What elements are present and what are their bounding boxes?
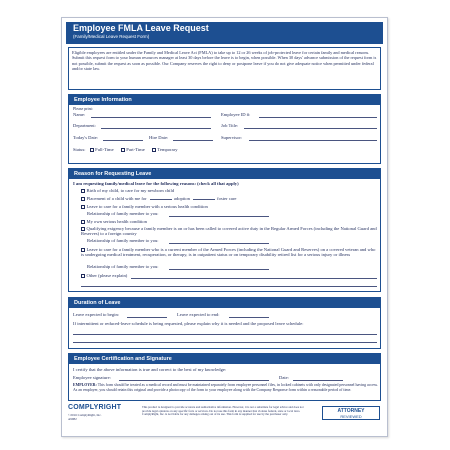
- placement-checkbox[interactable]: [81, 197, 85, 201]
- section-heading: Reason for Requesting Leave: [69, 169, 380, 179]
- job-title-label: Job Title:: [221, 123, 239, 128]
- leave-begin-label: Leave expected to begin:: [73, 312, 120, 317]
- hire-date-field[interactable]: [173, 140, 213, 141]
- certify-text: I certify that the above information is true and correct to the best of my knowledge:: [73, 367, 227, 372]
- relationship-field[interactable]: [169, 243, 269, 244]
- relationship-field[interactable]: [169, 216, 269, 217]
- intermittent-field-1[interactable]: [73, 334, 377, 335]
- job-title-field[interactable]: [244, 128, 377, 129]
- relationship-label: Relationship of family member to you:: [87, 264, 159, 269]
- leave-begin-field[interactable]: [127, 317, 167, 318]
- intro-paragraph: Eligible employees are entitled under the Family and Medical Leave Act (FMLA) to take up to 12 or 26 weeks of job-protected leave for certain family and medical reasons. Submit this request form to your human resources manager at least 30 days before the leave is to begin, when possible. When 30 days' advance submission of the request form is not possible, submit the request as soon as possible. Our Company reserves the right to deny or postpone leave if you do not give adequate notice when permitted under federal and/or state law.: [68, 47, 381, 90]
- reason-item-placement: Placement of a child with me for adoption foster care: [81, 196, 236, 201]
- signature-field[interactable]: [119, 380, 269, 381]
- fmla-form-page: [61, 17, 388, 437]
- employee-information-section: [68, 94, 381, 164]
- relationship-field[interactable]: [169, 269, 269, 270]
- form-title-bar: [66, 22, 383, 44]
- employee-id-field[interactable]: [259, 117, 377, 118]
- exigency-checkbox[interactable]: [81, 227, 85, 231]
- full-time-checkbox[interactable]: [90, 148, 94, 152]
- reason-section: [68, 168, 381, 292]
- section-heading: Duration of Leave: [69, 298, 380, 308]
- section-heading: Employee Information: [69, 95, 380, 105]
- name-label: Name:: [73, 112, 86, 117]
- relationship-label: Relationship of family member to you:: [87, 211, 159, 216]
- own-condition-checkbox[interactable]: [81, 220, 85, 224]
- reason-item-exigency: Qualifying exigency because a family member is on or has been called to covered active duty in the Regular Armed Forces (including the National Guard and Reserves) to a foreign country: [81, 226, 377, 236]
- department-label: Department:: [73, 123, 96, 128]
- intermittent-label: If intermittent or reduced-leave schedule is being requested, please explain why it is needed and the proposed leave schedule:: [73, 321, 304, 326]
- reason-item-care: Leave to care for a family member with a serious health condition: [81, 204, 208, 209]
- supervisor-field[interactable]: [249, 140, 377, 141]
- reason-item-military-care: Leave to care for a family member who is a current member of the Armed Forces (including the National Guard and Reserves) on a covered veteran and who is undergoing medical treatment, recuperation, or therapy, is in outpatient status or on temporary disability retired list for a serious injury or illness: [81, 247, 376, 257]
- employee-id-label: Employee ID #:: [221, 112, 251, 117]
- cert-date-label: Date:: [279, 375, 289, 380]
- name-field[interactable]: [91, 117, 211, 118]
- foster-blank[interactable]: [193, 199, 215, 200]
- signature-label: Employee signature:: [73, 375, 111, 380]
- form-subtitle: (Family/Medical Leave Request Form): [73, 34, 150, 39]
- care-checkbox[interactable]: [81, 205, 85, 209]
- adoption-blank[interactable]: [150, 199, 172, 200]
- reason-item-birth: Birth of my child, to care for my newborn child: [81, 188, 174, 193]
- temporary-label: Temporary: [157, 147, 178, 152]
- section-heading: Employee Certification and Signature: [69, 354, 380, 364]
- todays-date-field[interactable]: [103, 140, 143, 141]
- attorney-reviewed-badge: ATTORNEY REVIEWED: [322, 406, 380, 420]
- temporary-checkbox[interactable]: [152, 148, 156, 152]
- part-time-checkbox[interactable]: [121, 148, 125, 152]
- please-print-label: Please print:: [73, 106, 93, 111]
- form-title: Employee FMLA Leave Request: [73, 23, 209, 33]
- status-label: Status:: [73, 147, 86, 152]
- status-row: [73, 147, 178, 152]
- other-checkbox[interactable]: [81, 274, 85, 278]
- duration-section: [68, 297, 381, 349]
- other-explain-field-2[interactable]: [81, 286, 377, 287]
- military-care-checkbox[interactable]: [81, 248, 85, 252]
- cert-date-field[interactable]: [293, 380, 343, 381]
- department-field[interactable]: [101, 128, 211, 129]
- intermittent-field-2[interactable]: [73, 342, 377, 343]
- other-explain-field[interactable]: [131, 278, 377, 279]
- footer-disclaimer: This product is designed to provide accurate and authoritative information. However, it is not a substitute for legal advice and does not provide legal opinions on any specific facts or services. Do not use this form in any manner that violates federal, state or local laws. ComplyRight, Inc. is not liable for any damages arising out of its use. This form is supplied for use by the purchaser only.: [142, 405, 304, 417]
- reason-intro: I am requesting family/medical leave for the following reasons: (check all that apply): [73, 181, 239, 186]
- reason-item-other: Other (please explain): [81, 273, 127, 278]
- part-time-label: Part-Time: [126, 147, 145, 152]
- complyright-logo: COMPLYRIGHT: [68, 404, 122, 411]
- footer-copyright: ©2016 ComplyRight, Inc. A9982: [68, 413, 102, 421]
- birth-checkbox[interactable]: [81, 189, 85, 193]
- leave-end-field[interactable]: [229, 317, 269, 318]
- relationship-label: Relationship of family member to you:: [87, 238, 159, 243]
- todays-date-label: Today's Date:: [73, 135, 99, 140]
- full-time-label: Full-Time: [95, 147, 114, 152]
- reason-item-own: My own serious health condition: [81, 219, 147, 224]
- employer-note: EMPLOYER: This form should be treated as a medical record and must be maintained separately from employee personnel files, in locked cabinets with only designated personnel having access. As an employer, you should retain this original and provide a photocopy of the form to your employee along with the Company Response form within a reasonable period of time.: [73, 383, 378, 392]
- leave-end-label: Leave expected to end:: [177, 312, 220, 317]
- certification-section: [68, 353, 381, 401]
- hire-date-label: Hire Date:: [149, 135, 169, 140]
- supervisor-label: Supervisor:: [221, 135, 243, 140]
